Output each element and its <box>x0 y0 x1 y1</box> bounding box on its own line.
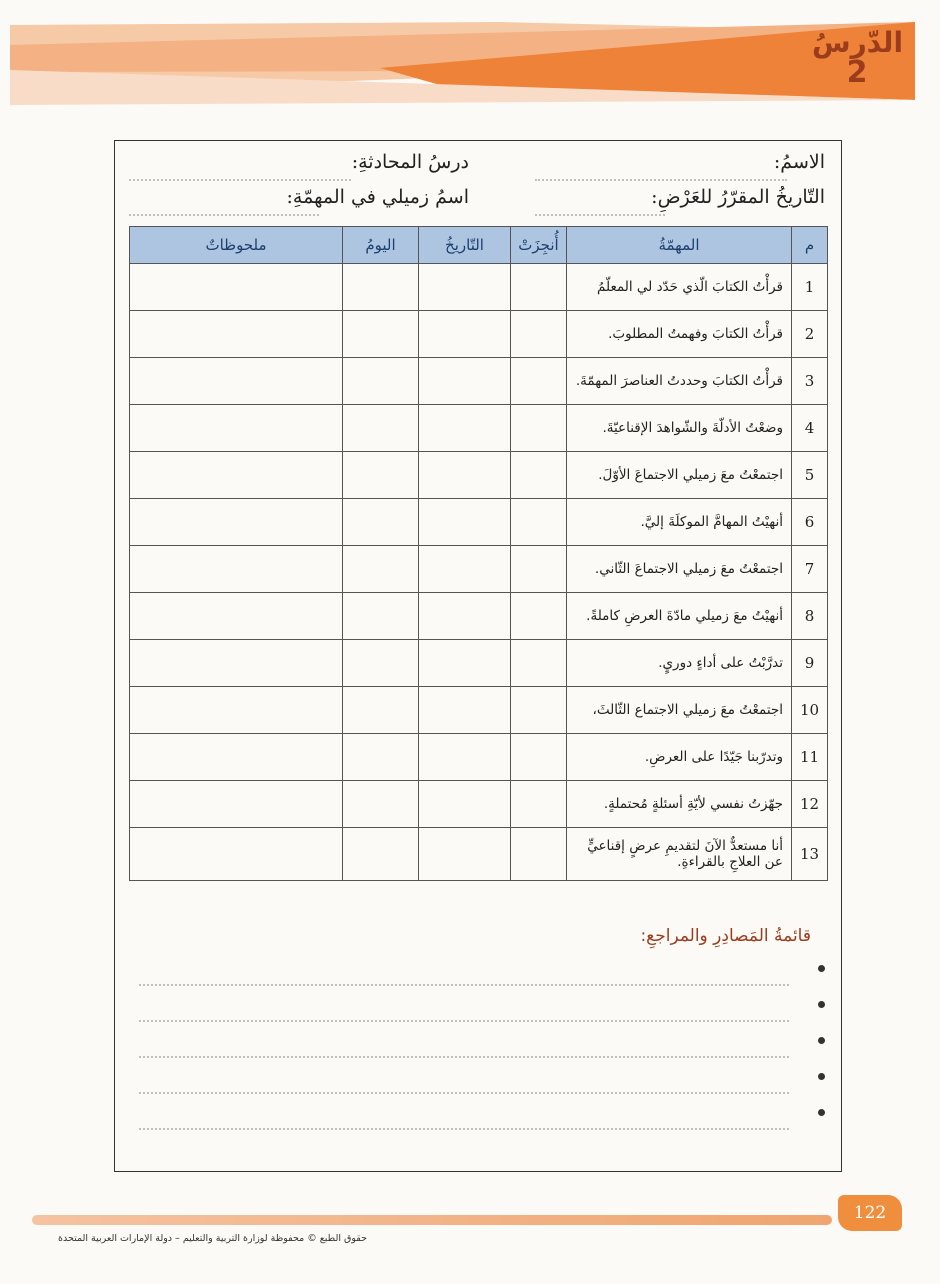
header-task: المهمّةُ <box>567 227 792 264</box>
lesson-label <box>812 28 902 89</box>
worksheet-frame <box>114 140 842 1172</box>
row-task: اجتمعْتُ معَ زميلي الاجتماعَ الثّاني. <box>567 546 792 593</box>
header-date: التّاريخُ <box>419 227 511 264</box>
name-label: الاسمُ: <box>773 151 825 173</box>
row-number: 5 <box>792 452 828 499</box>
header-banner <box>0 0 940 130</box>
row-notes-cell[interactable] <box>130 593 343 640</box>
row-task: أنا مستعدٌّ الآنَ لتقديمِ عرضٍ إقناعيٍّ عن العلاجِ بالقراءةِ. <box>567 828 792 881</box>
row-day-cell[interactable] <box>343 546 419 593</box>
row-date-cell[interactable] <box>419 546 511 593</box>
row-task: قرأْتُ الكتابَ الّذي حَدّد لي المعلّمُ <box>567 264 792 311</box>
table-row <box>130 687 828 734</box>
row-date-cell[interactable] <box>419 687 511 734</box>
row-number: 2 <box>792 311 828 358</box>
bullet-icon <box>818 1073 825 1080</box>
reference-line[interactable] <box>139 1128 789 1130</box>
row-task: أنهيْتُ معَ زميلي مادّةَ العرضِ كاملةً. <box>567 593 792 640</box>
lesson-number: 2 <box>846 55 868 91</box>
table-header-row <box>130 227 828 264</box>
row-date-cell[interactable] <box>419 358 511 405</box>
row-day-cell[interactable] <box>343 311 419 358</box>
reference-line[interactable] <box>139 1056 789 1058</box>
header-done: أُنجِزَتْ <box>511 227 567 264</box>
row-notes-cell[interactable] <box>130 828 343 881</box>
task-table <box>129 226 828 881</box>
row-date-cell[interactable] <box>419 499 511 546</box>
row-date-cell[interactable] <box>419 264 511 311</box>
row-date-cell[interactable] <box>419 734 511 781</box>
row-day-cell[interactable] <box>343 593 419 640</box>
row-task: اجتمعْتُ معَ زميلي الاجتماع الثّالثَ، <box>567 687 792 734</box>
row-task: اجتمعْتُ معَ زميلي الاجتماعَ الأوّلَ. <box>567 452 792 499</box>
header-notes: ملحوظاتٌ <box>130 227 343 264</box>
row-day-cell[interactable] <box>343 264 419 311</box>
row-notes-cell[interactable] <box>130 546 343 593</box>
row-notes-cell[interactable] <box>130 781 343 828</box>
row-notes-cell[interactable] <box>130 687 343 734</box>
bullet-icon <box>818 1001 825 1008</box>
row-notes-cell[interactable] <box>130 499 343 546</box>
row-day-cell[interactable] <box>343 405 419 452</box>
row-task: وتدرّبنا جَيّدًا على العرضِ. <box>567 734 792 781</box>
row-done-cell[interactable] <box>511 358 567 405</box>
table-row <box>130 546 828 593</box>
row-number: 8 <box>792 593 828 640</box>
row-day-cell[interactable] <box>343 828 419 881</box>
row-number: 3 <box>792 358 828 405</box>
references-title: قائمةُ المَصادِرِ والمراجعِ: <box>640 926 811 946</box>
page-number: 122 <box>838 1195 902 1231</box>
table-row <box>130 593 828 640</box>
reference-line[interactable] <box>139 1020 789 1022</box>
row-number: 12 <box>792 781 828 828</box>
table-row <box>130 405 828 452</box>
row-done-cell[interactable] <box>511 640 567 687</box>
table-row <box>130 264 828 311</box>
table-row <box>130 358 828 405</box>
row-done-cell[interactable] <box>511 311 567 358</box>
table-row <box>130 734 828 781</box>
presentation-date-label: التّاريخُ المقرّرُ للعَرْضِ: <box>651 186 825 208</box>
row-date-cell[interactable] <box>419 452 511 499</box>
row-task: وضعْتُ الأدلّةَ والشّواهدَ الإقناعيّةَ. <box>567 405 792 452</box>
footer-bar <box>32 1215 832 1225</box>
row-task: تدرَّبْتُ على أداءٍ دوريٍ. <box>567 640 792 687</box>
reference-line[interactable] <box>139 984 789 986</box>
row-number: 13 <box>792 828 828 881</box>
row-day-cell[interactable] <box>343 640 419 687</box>
row-day-cell[interactable] <box>343 734 419 781</box>
row-done-cell[interactable] <box>511 781 567 828</box>
table-row <box>130 499 828 546</box>
row-number: 11 <box>792 734 828 781</box>
row-done-cell[interactable] <box>511 734 567 781</box>
row-day-cell[interactable] <box>343 358 419 405</box>
presentation-date-input-line[interactable] <box>535 214 665 216</box>
row-date-cell[interactable] <box>419 311 511 358</box>
row-notes-cell[interactable] <box>130 264 343 311</box>
row-day-cell[interactable] <box>343 687 419 734</box>
partner-name-input-line[interactable] <box>129 214 319 216</box>
table-row <box>130 828 828 881</box>
table-row <box>130 311 828 358</box>
reference-line[interactable] <box>139 1092 789 1094</box>
bullet-icon <box>818 1109 825 1116</box>
row-number: 6 <box>792 499 828 546</box>
row-notes-cell[interactable] <box>130 405 343 452</box>
lesson-word: الدّرسُ <box>812 26 904 59</box>
row-date-cell[interactable] <box>419 781 511 828</box>
bullet-icon <box>818 965 825 972</box>
row-done-cell[interactable] <box>511 499 567 546</box>
lesson-title-label: درسُ المحادثةِ: <box>351 151 469 173</box>
row-notes-cell[interactable] <box>130 734 343 781</box>
name-input-line[interactable] <box>535 179 787 181</box>
lesson-title-input-line[interactable] <box>129 179 351 181</box>
row-notes-cell[interactable] <box>130 311 343 358</box>
row-done-cell[interactable] <box>511 452 567 499</box>
row-done-cell[interactable] <box>511 687 567 734</box>
row-done-cell[interactable] <box>511 264 567 311</box>
row-number: 10 <box>792 687 828 734</box>
row-done-cell[interactable] <box>511 593 567 640</box>
row-number: 4 <box>792 405 828 452</box>
row-date-cell[interactable] <box>419 593 511 640</box>
row-notes-cell[interactable] <box>130 358 343 405</box>
row-done-cell[interactable] <box>511 546 567 593</box>
row-number: 1 <box>792 264 828 311</box>
row-number: 7 <box>792 546 828 593</box>
bullet-icon <box>818 1037 825 1044</box>
row-day-cell[interactable] <box>343 499 419 546</box>
header-day: اليومُ <box>343 227 419 264</box>
row-done-cell[interactable] <box>511 405 567 452</box>
row-date-cell[interactable] <box>419 640 511 687</box>
row-notes-cell[interactable] <box>130 452 343 499</box>
table-row <box>130 452 828 499</box>
row-day-cell[interactable] <box>343 781 419 828</box>
row-task: قرأْتُ الكتابَ وفهمتُ المطلوبَ. <box>567 311 792 358</box>
partner-name-label: اسمُ زميلي في المهمّةِ: <box>286 186 469 208</box>
row-task: جهّزتُ نفسي لأيّةِ أسئلةٍ مُحتملةٍ. <box>567 781 792 828</box>
row-day-cell[interactable] <box>343 452 419 499</box>
row-date-cell[interactable] <box>419 405 511 452</box>
row-task: قرأْتُ الكتابَ وحددتُ العناصرَ المهمّةَ. <box>567 358 792 405</box>
row-notes-cell[interactable] <box>130 640 343 687</box>
table-row <box>130 640 828 687</box>
header-number: م <box>792 227 828 264</box>
row-done-cell[interactable] <box>511 828 567 881</box>
row-number: 9 <box>792 640 828 687</box>
row-task: أنهيْتُ المهامَّ الموكلَةَ إليَّ. <box>567 499 792 546</box>
row-date-cell[interactable] <box>419 828 511 881</box>
copyright-text: حقوق الطبع © محفوظة لوزارة التربية والتعليم – دولة الإمارات العربية المتحدة <box>58 1233 367 1244</box>
table-row <box>130 781 828 828</box>
